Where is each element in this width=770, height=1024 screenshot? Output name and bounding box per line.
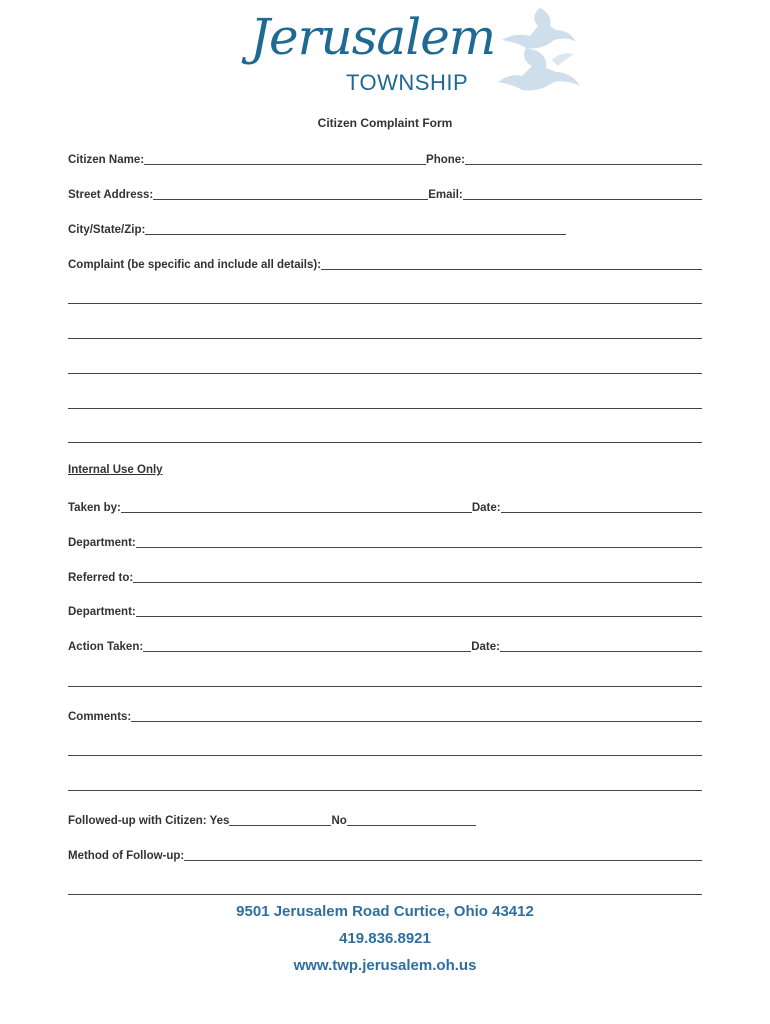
complaint-line[interactable] [68,338,702,339]
action-taken-label: Action Taken: [68,641,144,653]
department-field[interactable] [136,546,702,548]
email-field[interactable] [463,198,702,200]
method-label: Method of Follow-up: [68,850,185,862]
date-field[interactable] [501,511,702,513]
action-taken-line[interactable] [68,686,702,687]
city-state-zip-label: City/State/Zip: [68,224,146,236]
no-label: No [331,815,347,827]
logo-township-text: TOWNSHIP [346,70,469,95]
citizen-name-row [68,149,702,167]
footer-phone: 419.836.8921 [339,930,431,947]
action-taken-row [68,636,702,654]
comments-field[interactable] [131,720,702,722]
form-title: Citizen Complaint Form [317,116,453,130]
department-label: Department: [68,537,136,549]
date-label: Date: [471,641,500,653]
department-row-2 [68,601,702,619]
township-logo [240,8,600,98]
city-state-zip-field[interactable] [145,233,566,235]
taken-by-label: Taken by: [68,502,121,514]
street-address-label: Street Address: [68,189,154,201]
method-field[interactable] [184,859,702,861]
complaint-line[interactable] [68,373,702,374]
citizen-name-label: Citizen Name: [68,154,145,166]
date-label: Date: [471,502,501,514]
followed-up-label: Followed-up with Citizen: Yes [68,815,230,827]
followed-up-row [68,810,476,828]
complaint-field[interactable] [321,268,702,270]
internal-use-title: Internal Use Only [68,464,163,476]
footer-address: 9501 Jerusalem Road Curtice, Ohio 43412 [236,903,534,920]
date-field[interactable] [500,650,702,652]
street-address-field[interactable] [153,198,428,200]
taken-by-row [68,497,702,515]
complaint-row [68,254,702,272]
referred-to-field[interactable] [133,581,702,583]
department-field[interactable] [136,615,702,617]
action-taken-field[interactable] [143,650,471,652]
department-row [68,532,702,550]
phone-field[interactable] [465,163,702,165]
geese-icon [492,4,592,100]
citizen-name-field[interactable] [144,163,426,165]
phone-label: Phone: [426,154,466,166]
complaint-line[interactable] [68,442,702,443]
logo-script-text: Jerusalem [250,8,496,66]
followed-up-yes-field[interactable] [229,824,331,826]
followed-up-no-field[interactable] [347,824,476,826]
comments-line[interactable] [68,755,702,756]
comments-line[interactable] [68,790,702,791]
comments-row [68,706,702,724]
referred-to-row [68,567,702,585]
footer-website[interactable]: www.twp.jerusalem.oh.us [293,957,477,974]
method-line[interactable] [68,894,702,895]
city-state-zip-row [68,219,566,237]
complaint-line[interactable] [68,303,702,304]
comments-label: Comments: [68,711,132,723]
referred-to-label: Referred to: [68,572,134,584]
street-address-row [68,184,702,202]
taken-by-field[interactable] [121,511,472,513]
department-label: Department: [68,606,136,618]
method-row [68,845,702,863]
complaint-line[interactable] [68,408,702,409]
email-label: Email: [428,189,463,201]
complaint-label: Complaint (be specific and include all details): [68,259,322,271]
